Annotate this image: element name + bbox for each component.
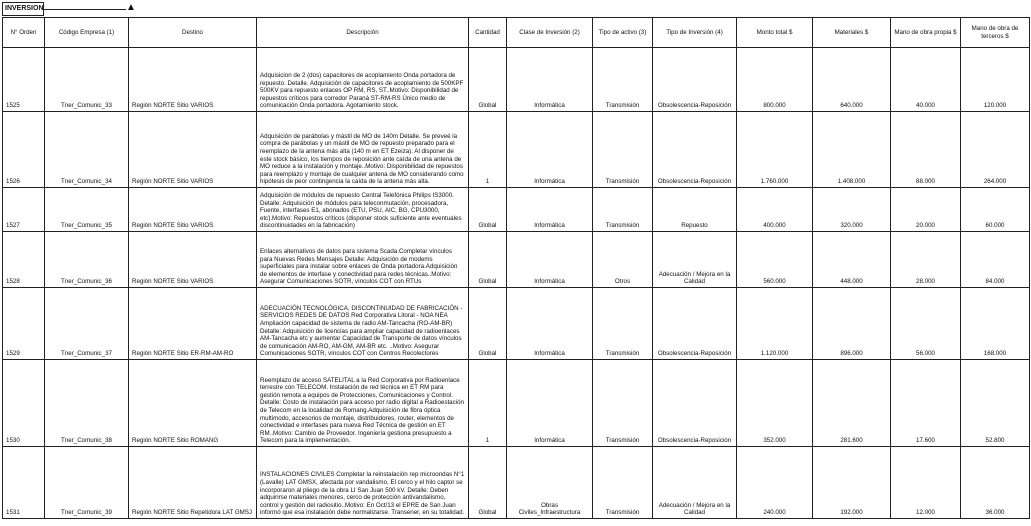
table-row (3, 48, 1030, 112)
cell-codigo: Tner_Comunic_39 (45, 447, 129, 519)
header-cantidad: Cantidad (469, 18, 507, 48)
cell-cantidad: 1 (469, 112, 507, 188)
cell-clase: Informática (507, 112, 593, 188)
cell-orden: 1526 (3, 112, 45, 188)
cell-descripcion: Reemplazo de acceso SATELITAL a la Red Corporativa por Radioenlace terrestre con TELECOM. Instalación de red técnica en ET RM para gestión remota a equipos de Protecciones, Comunicaciones y Control. Detalle: Costo de instalación para acceso por radio digital a Radioestación de Telecom en la localidad de Romang.Adquisición de fibra óptica multimodo, accesorios de montaje, distribuidores, router, elementos de conectividad e interfases para nueva Red Técnica de gestión en ET RM..Motivo: Cambio de Proveedor. Ingeniería gestiona presupuesto a Telecom para la implementación. (257, 360, 469, 447)
cell-mano-terceros: 52.800 (961, 360, 1030, 447)
cell-materiales: 281.600 (813, 360, 891, 447)
cell-orden: 1527 (3, 188, 45, 232)
header-materiales: Materiales $ (813, 18, 891, 48)
cell-cantidad: Global (469, 288, 507, 360)
cell-descripcion: Enlaces alternativos de datos para sistema Scada.Completar vínculos para Nuevas Redes Mensajes Detalle: Adquisición de modems superficiales para instalar sobre enlaces de Onda portadora.Adquisición de elementos de interfase y conectividad para redes técnicas..Motivo: Asegurar Comunicaciones SOTR, vínculos COT con RTUs (257, 232, 469, 288)
investment-table (2, 17, 1030, 519)
cell-mano-propia: 28.000 (891, 232, 961, 288)
cell-mano-propia: 12.000 (891, 447, 961, 519)
cell-tipo-inversion: Obsolescencia-Reposición (653, 112, 737, 188)
header-mano-terceros: Mano de obra de terceros $ (961, 18, 1030, 48)
cell-tipo-inversion: Obsolescencia-Reposición (653, 48, 737, 112)
cell-codigo: Tner_Comunic_37 (45, 288, 129, 360)
table-row (3, 112, 1030, 188)
cell-materiales: 1.408.000 (813, 112, 891, 188)
table-row (3, 360, 1030, 447)
cell-orden: 1528 (3, 232, 45, 288)
cell-monto-total: 560.000 (737, 232, 813, 288)
cell-cantidad: Global (469, 48, 507, 112)
cell-descripcion: Adquisicion de 2 (dos) capacitores de acoplamiento Onda portadora de repuesto. Detalle. Adquisición de capacitores de acoplamiento de 500KPF 500KV para repuesto enlaces OP RM, RS, ST..Motivo: Disponibilidad de repuestos críticos para corredor Paraná ST-RM-RS Único medio de comunicación Onda portadora. Agotamiento stock. (257, 48, 469, 112)
table-row (3, 232, 1030, 288)
cell-mano-propia: 40.000 (891, 48, 961, 112)
cell-mano-terceros: 36.000 (961, 447, 1030, 519)
cell-orden: 1525 (3, 48, 45, 112)
header-destino: Destino (129, 18, 257, 48)
cell-clase: Informática (507, 48, 593, 112)
cell-clase: Informática (507, 360, 593, 447)
cell-materiales: 640.000 (813, 48, 891, 112)
cell-clase: Obras Civiles_Infraestructura (507, 447, 593, 519)
header-orden: N° Orden (3, 18, 45, 48)
cell-materiales: 448.000 (813, 232, 891, 288)
cell-cantidad: Global (469, 447, 507, 519)
cell-destino: Región NORTE Sitio VARIOS (129, 188, 257, 232)
cell-tipo-activo: Transmisión (593, 188, 653, 232)
cell-descripcion: ADECUACIÓN TECNOLÓGICA, DISCONTINUIDAD DE FABRICACIÓN - SERVICIOS REDES DE DATOS Red Corporativa Litoral - NOA NEA Ampliación capacidad de sistema de radio AM-Tancacha (RO-AM-BR) Detalle: Adquisición de licencias para ampliar capacidad de radioenlaces AM-Tancacha etc y aumentar Capacidad de Transporte de datos vínculos de comunicación AM-RO, AM-GM, AM-BR etc. ..Motivo: Asegurar Comunicaciones SOTR, vínculos COT con Centros Recolectores (257, 288, 469, 360)
cell-mano-terceros: 120.000 (961, 48, 1030, 112)
cell-orden: 1530 (3, 360, 45, 447)
header-tipo-activo: Tipo de activo (3) (593, 18, 653, 48)
cell-codigo: Tner_Comunic_35 (45, 188, 129, 232)
cell-tipo-activo: Otros (593, 232, 653, 288)
cell-destino: Región NORTE Sitio VARIOS (129, 232, 257, 288)
cell-monto-total: 800.000 (737, 48, 813, 112)
cell-mano-terceros: 60.000 (961, 188, 1030, 232)
cell-codigo: Tner_Comunic_34 (45, 112, 129, 188)
cell-tipo-inversion: Repuesto (653, 188, 737, 232)
cell-orden: 1529 (3, 288, 45, 360)
cell-codigo: Tner_Comunic_38 (45, 360, 129, 447)
cell-clase: Informática (507, 232, 593, 288)
cell-tipo-inversion: Adecuación / Mejora en la Calidad (653, 447, 737, 519)
sheet-title: INVERSION (2, 2, 44, 16)
table-row (3, 188, 1030, 232)
cell-descripcion: INSTALACIONES CIVILES Completar la reinstalación rep microondas N°1 (Lavalle) LAT GMSX, afectada por vandalismo. El cerco y el hilo captor se incorporaron al pliego de la obra LI San Juan 500 kV. Detalle: Deben adquirirse materiales menores, cerco de protección antivandalismo, control y gestión del radiositio..Motivo: En Oct/13 el EPRE de San Juan informó que esa instalación debe normalizarse. Transener, en su totalidad. (257, 447, 469, 519)
cell-clase: Informática (507, 288, 593, 360)
header-mano-propia: Mano de obra propia $ (891, 18, 961, 48)
table-row (3, 447, 1030, 519)
cell-orden: 1531 (3, 447, 45, 519)
cell-tipo-activo: Transmisión (593, 447, 653, 519)
cell-destino: Región NORTE Sitio ER-RM-AM-RO (129, 288, 257, 360)
cell-tipo-activo: Transmisión (593, 360, 653, 447)
cell-descripcion: Adquisición de parábolas y mástil de MO de 140m Detalle. Se preveé la compra de parábolas y un mástil de MO de repuesto preparado para el reemplazo de la antena más alta (140 m en ET Ezeiza). Al disponer de este stock básico, los tiempos de reposición ante caída de una antena de MO reduce a la instalación y montaje..Motivo: Disponibilidad de repuestos para reemplazo y montaje de cualquier antena de MO considerando como hipótesis de peor contingencia la caída de la antena más alta. (257, 112, 469, 188)
cell-monto-total: 240.000 (737, 447, 813, 519)
header-row (3, 18, 1030, 48)
cell-codigo: Tner_Comunic_36 (45, 232, 129, 288)
header-clase: Clase de Inversión (2) (507, 18, 593, 48)
cell-mano-propia: 20.000 (891, 188, 961, 232)
header-monto-total: Monto total $ (737, 18, 813, 48)
cell-mano-propia: 56.000 (891, 288, 961, 360)
cell-tipo-inversion: Obsolescencia-Reposición (653, 288, 737, 360)
cell-monto-total: 1.760.000 (737, 112, 813, 188)
cell-mano-terceros: 84.000 (961, 232, 1030, 288)
cell-cantidad: Global (469, 232, 507, 288)
title-underline (44, 9, 126, 10)
cell-materiales: 192.000 (813, 447, 891, 519)
cell-tipo-inversion: Adecuación / Mejora en la Calidad (653, 232, 737, 288)
cell-destino: Región NORTE Sitio VARIOS (129, 112, 257, 188)
cell-clase: Informática (507, 188, 593, 232)
table-row (3, 288, 1030, 360)
header-descripcion: Descripción (257, 18, 469, 48)
cell-monto-total: 352.000 (737, 360, 813, 447)
cell-cantidad: Global (469, 188, 507, 232)
cell-tipo-activo: Transmisión (593, 48, 653, 112)
cell-destino: Región NORTE Sitio ROMANG (129, 360, 257, 447)
cell-descripcion: Adquisición de módulos de repuesto Central Telefónica Philips IS3000. Detalle: Adquisición de módulos para teleconmutación, procesadora, Fuente, interfases E1, abonados (ETU, PSU, AIC, BG, CPU3000, etc).Motivo: Repuestos críticos (disponer stock suficiente ante eventuales discontinuidades en la fabricación) (257, 188, 469, 232)
cell-materiales: 320.000 (813, 188, 891, 232)
header-tipo-inversion: Tipo de Inversión (4) (653, 18, 737, 48)
cell-mano-propia: 17.600 (891, 360, 961, 447)
cursor-arrow-icon: ▲ (126, 2, 136, 13)
cell-codigo: Tner_Comunic_33 (45, 48, 129, 112)
cell-tipo-activo: Transmisión (593, 112, 653, 188)
cell-destino: Región NORTE Sitio Repetidora LAT GMSJ (129, 447, 257, 519)
cell-mano-terceros: 264.000 (961, 112, 1030, 188)
cell-tipo-inversion: Obsolescencia-Reposición (653, 360, 737, 447)
cell-mano-terceros: 168.000 (961, 288, 1030, 360)
cell-monto-total: 400.000 (737, 188, 813, 232)
cell-destino: Región NORTE Sitio VARIOS (129, 48, 257, 112)
cell-monto-total: 1.120.000 (737, 288, 813, 360)
header-codigo: Código Empresa (1) (45, 18, 129, 48)
cell-cantidad: 1 (469, 360, 507, 447)
cell-materiales: 896.000 (813, 288, 891, 360)
cell-mano-propia: 88.000 (891, 112, 961, 188)
cell-tipo-activo: Transmisión (593, 288, 653, 360)
